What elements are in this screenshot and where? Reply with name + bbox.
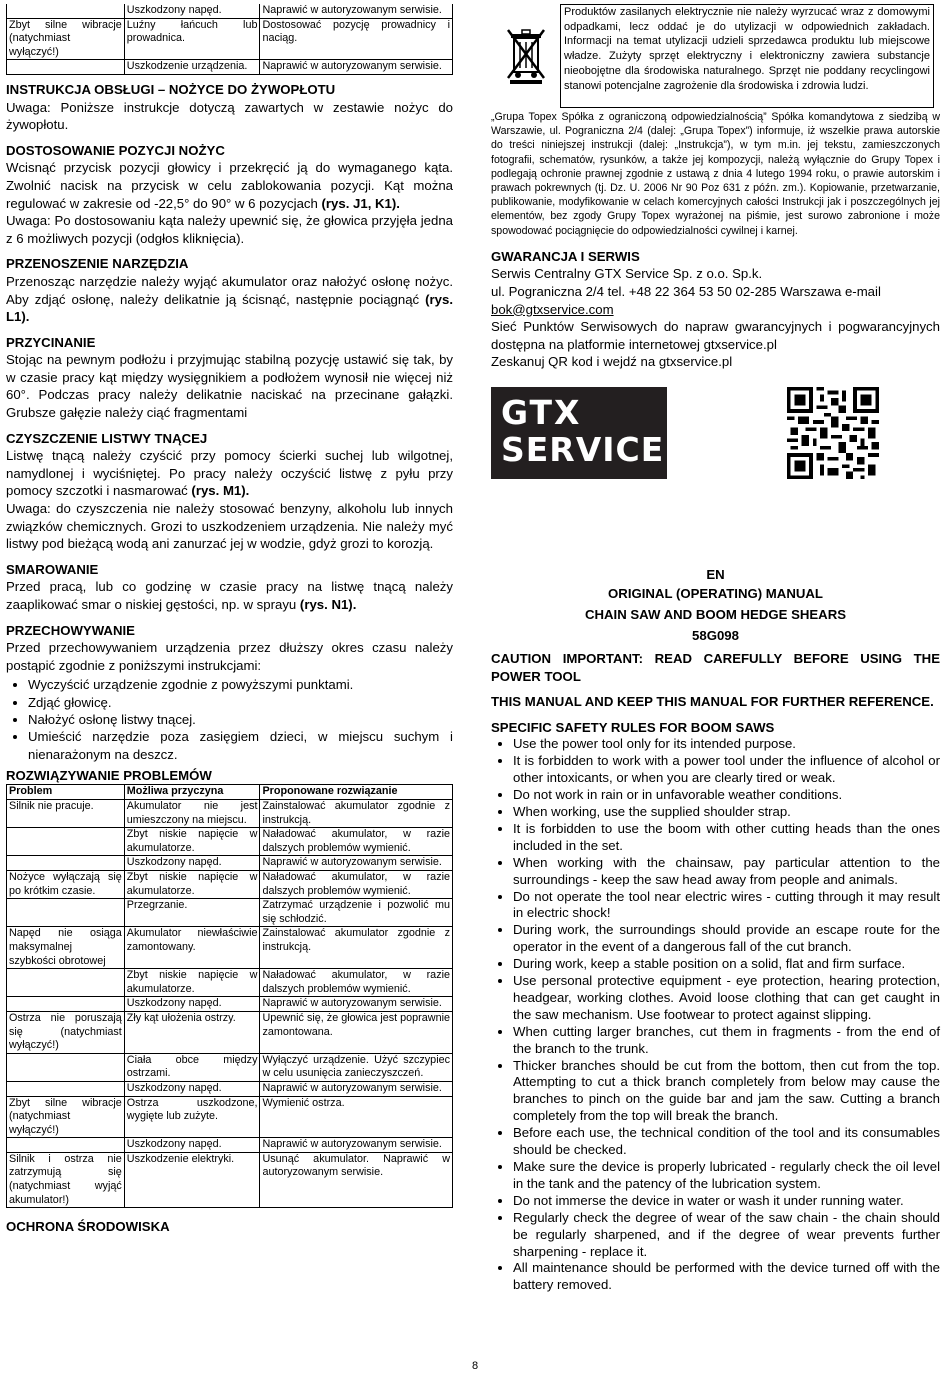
table-row [7, 1081, 453, 1096]
table-cell: Zbyt niskie napięcie w akumulatorze. [124, 969, 260, 997]
language-code: EN [706, 566, 725, 582]
figure-ref: (rys. M1). [191, 483, 250, 499]
table-cell: Nożyce wyłączają się po krótkim czasie. [7, 871, 125, 899]
table-cell: Uszkodzenie urządzenia. [124, 60, 260, 75]
paragraph: Uwaga: do czyszczenia nie należy stosować benzyny, alkoholu lub innych związków chemicznych. Grozi to uszkodzeniem urządzenia. Nie należy myć listwy pod bieżącą wodą ani zanurzać jej w wodzie, gdyż grozi to korozją. [6, 501, 453, 552]
section-title: PRZECHOWYWANIE [6, 622, 135, 638]
table-cell: Uszkodzony napęd. [124, 856, 260, 871]
list-item: • Zdjąć głowicę. [28, 694, 453, 711]
table-cell [7, 997, 125, 1012]
paragraph: Przed przechowywaniem urządzenia przez dłuższy okres czasu należy postąpić zgodnie z poniższymi instrukcjami: [6, 640, 453, 673]
table-cell: Przegrzanie. [124, 899, 260, 927]
table-row [7, 800, 453, 828]
figure-ref: (rys. J1, K1). [321, 195, 400, 211]
table-row [7, 927, 453, 969]
list-item: • Wyczyścić urządzenie zgodnie z powyższymi punktami. [28, 676, 453, 693]
table-cell: Akumulator nie jest umieszczony na miejscu. [124, 800, 260, 828]
table-cell [7, 899, 125, 927]
paragraph [6, 273, 453, 326]
table-cell: Zły kąt ułożenia ostrzy. [124, 1011, 260, 1053]
table-row [7, 871, 453, 899]
table-row [7, 4, 453, 18]
section-title: PRZYCINANIE [6, 334, 96, 350]
warranty-line: Serwis Centralny GTX Service Sp. z o.o. Sp.k. [491, 266, 763, 282]
table-cell: Zainstalować akumulator zgodnie z instrukcją. [260, 800, 453, 828]
manual-title: ORIGINAL (OPERATING) MANUAL [608, 585, 823, 601]
list-item: • Use the power tool only for its intended purpose. [513, 736, 940, 753]
list-item: • Do not work in rain or in unfavorable weather conditions. [513, 787, 940, 804]
table-cell: Silnik i ostrza nie zatrzymują się (natychmiast wyjąć akumulator!) [7, 1152, 125, 1207]
table-cell: Uszkodzony napęd. [124, 997, 260, 1012]
list-item: • When working with the chainsaw, pay particular attention to the surroundings - keep the saw head away from people and animals. [513, 855, 940, 889]
table-cell: Akumulator niewłaściwie zamontowany. [124, 927, 260, 969]
text: Przed pracą, lub co godzinę w czasie pracy na listwę tnącą należy zaaplikować smar o niskiej gęstości, np. w sprayu [6, 579, 453, 612]
table-cell: Uszkodzony napęd. [124, 1138, 260, 1153]
table-cell [7, 4, 125, 18]
list-item: • Thicker branches should be cut from the bottom, then cut from the top. Attempting to cut a thick branch completely from below may cause the branches to pinch on the guide bar and jam the saw. Cutting a branch completely from the top will break the branch. [513, 1058, 940, 1126]
weee-bin-icon [491, 4, 560, 108]
table-cell: Zatrzymać urządzenie i pozwolić mu się schłodzić. [260, 899, 453, 927]
logo-text: SERVICE [501, 429, 665, 469]
table-cell: Dostosować pozycję prowadnicy i naciąg. [260, 18, 453, 60]
table-cell: Zbyt silne wibracje (natychmiast wyłączyć!) [7, 1096, 125, 1138]
qr-code-icon[interactable] [785, 387, 881, 479]
table-cell [7, 1081, 125, 1096]
safety-rules-list [491, 736, 940, 1294]
table-cell: Silnik nie pracuje. [7, 800, 125, 828]
table-row [7, 856, 453, 871]
figure-ref: (rys. L1). [6, 291, 453, 325]
list-item: • During work, the surroundings should provide an escape route for the operator in the event of a dangerous fall of the cut branch. [513, 922, 940, 956]
table-cell: Naładować akumulator, w razie dalszych problemów wymienić. [260, 969, 453, 997]
table-cell: Naprawić w autoryzowanym serwisie. [260, 997, 453, 1012]
paragraph [6, 447, 453, 500]
table-cell: Naładować akumulator, w razie dalszych problemów wymienić. [260, 828, 453, 856]
table-row [7, 1053, 453, 1081]
table-row [7, 828, 453, 856]
weee-notice-box [560, 4, 934, 108]
warranty-line: Sieć Punktów Serwisowych do napraw gwarancyjnych i pogwarancyjnych dostępna na platformie internetowej gtxservice.pl [491, 319, 940, 352]
right-column [491, 0, 940, 1294]
table-cell: Wyłączyć urządzenie. Użyć szczypiec w celu usunięcia zanieczyszczeń. [260, 1053, 453, 1081]
troubleshooting-table-continued [6, 4, 453, 75]
table-cell [7, 969, 125, 997]
table-row [7, 1096, 453, 1138]
table-cell: Wymienić ostrza. [260, 1096, 453, 1138]
table-cell: Naprawić w autoryzowanym serwisie. [260, 4, 453, 18]
warranty-line: Zeskanuj QR kod i wejdź na gtxservice.pl [491, 354, 733, 370]
table-cell [7, 1053, 125, 1081]
table-cell: Ostrza nie poruszają się (natychmiast wyłączyć!) [7, 1011, 125, 1053]
list-item: • When cutting larger branches, cut them in fragments - from the end of the branch to the trunk. [513, 1024, 940, 1058]
text: Wcisnąć przycisk pozycji głowicy i przekręcić ją do wymaganego kąta. Zwolnić nacisk na przycisk w celu zablokowania pozycji. Kąt można regulować w zakresie od -22,5° do 90° w 6 pozycjach [6, 160, 453, 211]
table-cell: Napęd nie osiąga maksymalnej szybkości obrotowej [7, 927, 125, 969]
paragraph [6, 159, 453, 212]
troubleshooting-table [6, 784, 453, 1208]
paragraph: Stojąc na pewnym podłożu i przyjmując stabilną pozycję ustawić się tak, by w czasie pracy kąt między wysięgnikiem a podłożem wynosił nie więcej niż 60°. Podczas pracy należy delikatnie naciskać na przecinane gałązki. Grubsze gałęzie należy ciąć fragmentami [6, 352, 453, 421]
table-cell [7, 1138, 125, 1153]
list-item: • Do not operate the tool near electric wires - cutting through it may result in electric shock! [513, 889, 940, 923]
section-title: ROZWIĄZYWANIE PROBLEMÓW [6, 767, 212, 783]
table-cell: Zbyt niskie napięcie w akumulatorze. [124, 828, 260, 856]
list-item: • Use personal protective equipment - eye protection, hearing protection, headgear, working clothes. Avoid loose clothing that can get caught in the saw mechanism. Use footwear to protect against slipping. [513, 973, 940, 1024]
table-cell: Uszkodzony napęd. [124, 4, 260, 18]
table-cell: Uszkodzenie elektryki. [124, 1152, 260, 1207]
section-title: DOSTOSOWANIE POZYCJI NOŻYC [6, 142, 225, 158]
storage-list [6, 676, 453, 762]
column-header: Proponowane rozwiązanie [260, 785, 453, 800]
section-title: INSTRUKCJA OBSŁUGI – NOŻYCE DO ŻYWOPŁOTU [6, 81, 336, 97]
table-cell: Naładować akumulator, w razie dalszych problemów wymienić. [260, 871, 453, 899]
logo-text: GTX [501, 392, 582, 432]
table-row [7, 899, 453, 927]
table-cell: Naprawić w autoryzowanym serwisie. [260, 60, 453, 75]
table-cell: Upewnić się, że głowica jest poprawnie zamontowana. [260, 1011, 453, 1053]
text: Przenosząc narzędzie należy wyjąć akumulator oraz nałożyć osłonę nożyc. Aby zdjąć osłonę, należy delikatnie ją ścisnąć, następnie pociągnąć [6, 273, 453, 307]
list-item: • Do not immerse the device in water or wash it under running water. [513, 1193, 940, 1210]
product-title: CHAIN SAW AND BOOM HEDGE SHEARS [584, 606, 847, 622]
table-cell: Naprawić w autoryzowanym serwisie. [260, 856, 453, 871]
list-item: • Umieścić narzędzie poza zasięgiem dzieci, w miejscu suchym i nienarażonym na deszcz. [28, 728, 453, 763]
table-cell: Zainstalować akumulator zgodnie z instrukcją. [260, 927, 453, 969]
list-item: • Nałożyć osłonę listwy tnącej. [28, 711, 453, 728]
section-title: SPECIFIC SAFETY RULES FOR BOOM SAWS [491, 719, 775, 735]
table-row [7, 1011, 453, 1053]
table-cell: Ciała obce między ostrzami. [124, 1053, 260, 1081]
list-item: • It is forbidden to work with a power tool under the influence of alcohol or other intoxicants, or when you are clearly tired or weak. [513, 753, 940, 787]
table-row [7, 1138, 453, 1153]
section-title: PRZENOSZENIE NARZĘDZIA [6, 256, 189, 272]
model-number: 58G098 [692, 627, 739, 643]
table-row [7, 997, 453, 1012]
table-row [7, 1152, 453, 1207]
caution-text: CAUTION IMPORTANT: READ CAREFULLY BEFORE USING THE POWER TOOL [491, 650, 940, 684]
warranty-line: ul. Pograniczna 2/4 tel. +48 22 364 53 50 02-285 Warszawa e-mail [491, 284, 881, 300]
column-header: Możliwa przyczyna [124, 785, 260, 800]
table-header-row [7, 785, 453, 800]
copyright-text: „Grupa Topex Spółka z ograniczoną odpowiedzialnością” Spółka komandytowa z siedzibą w Warszawie, ul. Pograniczna 2/4 (dalej: „Grupa Topex”) informuje, iż wszelkie prawa autorskie do treści niniejszej instrukcji (dalej: „Instrukcja”), w tym m.in. jej tekstu, zamieszczonych fotografii, schematów, rysunków, a także jej kompozycji, należą wyłącznie do Grupy Topex i podlegają ochronie prawnej zgodnie z ustawą z dnia 4 lutego 1994 roku, o prawie autorskim i prawach pokrewnych (tj. Dz. U. 2006 Nr 90 Poz 631 z późn. zm.). Kopiowanie, przetwarzanie, publikowanie, modyfikowanie w celach komercyjnych całości Instrukcji jak i poszczególnych jej elementów, bez zgody Grupy Topex wyrażonej na piśmie, jest surowo zabronione i może spowodować pociągnięcie do odpowiedzialności cywilnej i karnej. [491, 111, 940, 237]
english-title-block [491, 565, 940, 646]
list-item: • It is forbidden to use the boom with other cutting heads than the ones included in the set. [513, 821, 940, 855]
table-cell: Zbyt silne wibracje (natychmiast wyłączyć!) [7, 18, 125, 60]
table-cell: Uszkodzony napęd. [124, 1081, 260, 1096]
table-cell [7, 828, 125, 856]
column-header: Problem [7, 785, 125, 800]
table-row [7, 18, 453, 60]
weee-text: Produktów zasilanych elektrycznie nie należy wyrzucać wraz z domowymi odpadkami, lecz oddać je do utylizacji w odpowiednich zakładach. Informacji na temat utylizacji udzieli sprzedawca produktu lub miejscowe władze. Zużyty sprzęt elektryczny i elektroniczny zawiera substancje nieobojętne dla środowiska naturalnego. Sprzęt nie poddany recyclingowi stanowi potencjalne zagrożenie dla środowiska i zdrowia ludzi. [564, 6, 930, 92]
page-number: 8 [471, 1360, 479, 1372]
table-row [7, 969, 453, 997]
email-link[interactable]: bok@gtxservice.com [491, 301, 614, 317]
keep-manual-text: THIS MANUAL AND KEEP THIS MANUAL FOR FURTHER REFERENCE. [491, 694, 934, 710]
section-title: CZYSZCZENIE LISTWY TNĄCEJ [6, 430, 208, 446]
paragraph: Uwaga: Po dostosowaniu kąta należy upewnić się, że głowica przyjęła jedna z 6 możliwych pozycji (odgłos kliknięcia). [6, 213, 453, 246]
section-title: SMAROWANIE [6, 561, 99, 577]
text: Listwę tnącą należy czyścić przy pomocy ścierki suchej lub wilgotnej, namydlonej i wyciśniętej. Po pracy należy oczyścić listwę z pyłu przy pomocy szczotki i nasmarować [6, 448, 453, 499]
list-item: • Regularly check the degree of wear of the saw chain - the chain should be regularly sharpened, and if the degree of wear prevents further sharpening - replace it. [513, 1210, 940, 1261]
list-item: • When working, use the supplied shoulder strap. [513, 804, 940, 821]
list-item: • During work, keep a stable position on a solid, flat and firm surface. [513, 956, 940, 973]
table-cell: Naprawić w autoryzowanym serwisie. [260, 1138, 453, 1153]
table-cell [7, 856, 125, 871]
gtx-service-logo [491, 387, 667, 479]
section-title: GWARANCJA I SERWIS [491, 248, 640, 264]
table-cell: Usunąć akumulator. Naprawić w autoryzowanym serwisie. [260, 1152, 453, 1207]
list-item: • Before each use, the technical condition of the tool and its consumables should be checked. [513, 1125, 940, 1159]
table-cell: Naprawić w autoryzowanym serwisie. [260, 1081, 453, 1096]
paragraph [6, 578, 453, 613]
figure-ref: (rys. N1). [299, 597, 357, 612]
table-row [7, 60, 453, 75]
table-cell [7, 60, 125, 75]
list-item: • All maintenance should be performed with the device turned off with the battery removed. [513, 1260, 940, 1294]
paragraph: Uwaga: Poniższe instrukcje dotyczą zawartych w zestawie nożyc do żywopłotu. [6, 99, 453, 133]
table-cell: Ostrza uszkodzone, wygięte lub zużyte. [124, 1096, 260, 1138]
list-item: • Make sure the device is properly lubricated - regularly check the oil level in the tank and the patency of the lubrication system. [513, 1159, 940, 1193]
left-column [6, 0, 453, 1236]
section-title: OCHRONA ŚRODOWISKA [6, 1219, 170, 1235]
table-cell: Luźny łańcuch lub prowadnica. [124, 18, 260, 60]
table-cell: Zbyt niskie napięcie w akumulatorze. [124, 871, 260, 899]
